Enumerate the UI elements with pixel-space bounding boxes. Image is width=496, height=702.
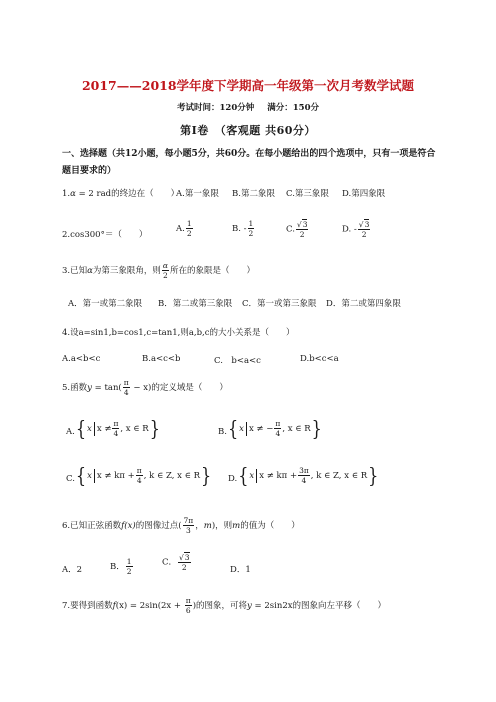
exam-title: 2017——2018学年度下学期高一年级第一次月考数学试题 [81,78,415,93]
question-4-option-a: A.a<b<c [62,354,101,364]
question-1-stem: 1.α = 2 rad的终边在（ ） [62,189,180,199]
question-6-option-d: D．1 [230,565,251,575]
question-1-option-b: B.第二象限 [232,189,275,199]
exam-score: 满分：150分 [267,103,319,113]
question-3-stem: 3.已知α为第三象限角，则 $\frac{\alpha}{2}$ 所在的象限是（ ） [62,261,255,280]
question-4-option-c: C. b<a<c [214,356,261,366]
question-6-option-a: A．2 [62,565,83,575]
question-2-option-c: C. $\frac{√3}{2}$ [286,220,308,239]
question-2-option-a: A. $\frac{1}{2}$ [176,219,192,238]
question-1-option-c: C.第三象限 [286,189,329,199]
section-heading: 一、选择题（共12小题，每小题5分，共60分。在每小题给出的四个选项中，只有一项是符合题目要求的） [62,149,436,176]
question-6-stem: 6.已知正弦函数f(x)的图像过点( $\frac{7\pi}{3}$ ，m)，则m的值为（ ） [62,516,300,535]
question-5-option-b: B. { x x ≠ − $\frac{\pi}{4}$ , x ∈ R } [218,416,322,441]
part-heading: 第Ⅰ卷 （客观题 共60分） [180,124,316,137]
question-3-option-d: D．第二或第四象限 [326,299,401,309]
question-5-stem: 5.函数y = tan( $\frac{\pi}{4}$ − x)的定义域是（ ） [62,378,228,397]
question-5-option-d: D. { x x ≠ kπ + $\frac{3\pi}{4}$ , k ∈ Z, x ∈ R } [228,463,379,488]
question-7-stem: 7.要得到函数f(x) = 2sin(2x + $\frac{\pi}{6}$ )的图象，可将y = 2sin2x的图象向左平移（ ） [62,596,387,615]
question-6-option-b: B． $\frac{1}{2}$ [110,557,132,576]
question-4-option-d: D.b<c<a [300,354,339,364]
exam-time: 考试时间：120分钟 [177,103,255,113]
question-6-option-c: C． $\frac{√3}{2}$ [162,553,190,572]
question-4-stem: 4.设a=sin1,b=cos1,c=tan1,则a,b,c的大小关系是（ ） [62,328,295,338]
question-3-option-c: C．第一或第三象限 [242,299,317,309]
question-2-stem: 2.cos300°＝（ ） [62,230,148,240]
question-4-option-b: B.a<c<b [142,354,181,364]
question-5-option-a: A. { x x ≠ $\frac{\pi}{4}$ , x ∈ R } [66,416,160,441]
question-5-option-c: C. { x x ≠ kπ + $\frac{\pi}{4}$ , k ∈ Z, x ∈ R } [66,463,212,488]
question-2-option-d: D. - $\frac{√3}{2}$ [342,220,370,239]
question-1-option-a: A.第一象限 [176,189,219,199]
question-3-option-b: B．第二或第三象限 [158,299,233,309]
question-1-option-d: D.第四象限 [342,189,386,199]
exam-meta [0,101,496,113]
question-3-option-a: A．第一或第二象限 [68,299,143,309]
question-2-option-b: B. - $\frac{1}{2}$ [232,219,254,238]
